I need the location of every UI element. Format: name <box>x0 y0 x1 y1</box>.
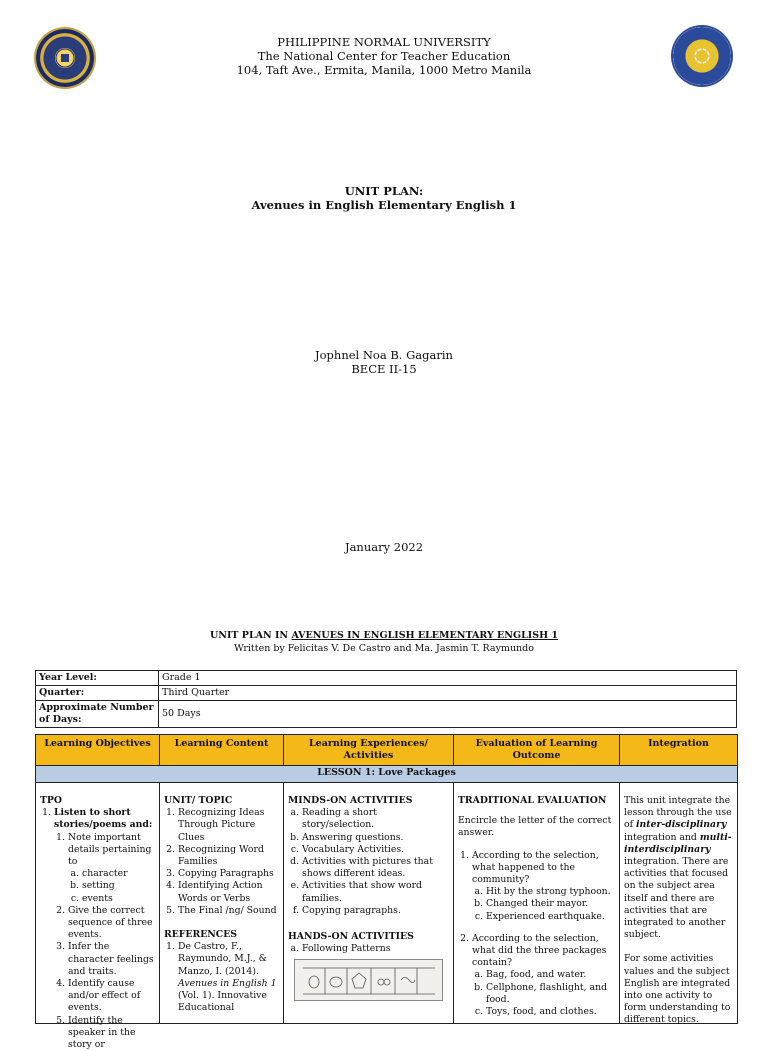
info-table <box>35 670 737 728</box>
question-2 <box>472 933 615 1018</box>
unit-plan-table <box>35 734 738 1051</box>
objective-1-1-b: b. setting <box>82 880 155 892</box>
activity-d: d. Activities with pictures that shows different ideas. <box>302 856 449 880</box>
author-name: Jophnel Noa B. Gagarin <box>315 348 453 362</box>
university-name: PHILIPPINE NORMAL UNIVERSITY <box>277 35 491 49</box>
activity-f: f. Copying paragraphs. <box>302 905 449 917</box>
info-row-year <box>36 671 737 686</box>
reference-authors: De Castro, F., Raymundo, M.J., & Manzo, I. (2014). <box>178 941 267 977</box>
topic-3: 3. Copying Paragraphs <box>178 868 279 880</box>
activity-c: c. Vocabulary Activities. <box>302 844 449 856</box>
plan-heading-prefix: UNIT PLAN IN <box>210 630 292 641</box>
pattern-worksheet-image <box>294 959 443 1001</box>
plan-written-by: Written by Felicitas V. De Castro and Ma. Jasmin T. Raymundo <box>234 643 534 654</box>
objective-1-1-c: c. events <box>82 893 155 905</box>
unit-topic-title: UNIT/ TOPIC <box>164 795 233 806</box>
question-1-option-b: b. Changed their mayor. <box>486 898 615 910</box>
header-evaluation: Evaluation of Learning Outcome <box>454 735 620 766</box>
question-2-option-b: b. Cellphone, flashlight, and food. <box>486 982 615 1006</box>
hands-on-a: a. Following Patterns <box>302 943 449 955</box>
topic-1: 1. Recognizing Ideas Through Picture Clues <box>178 807 279 844</box>
year-value: Grade 1 <box>159 671 737 686</box>
activity-a: a. Reading a short story/selection. <box>302 807 449 831</box>
header-integration: Integration <box>620 735 738 766</box>
header-block <box>0 35 768 77</box>
reference-rest: (Vol. 1). Innovative Educational <box>178 990 267 1014</box>
question-2-text: According to the selection, what did the three packages contain? <box>472 932 607 969</box>
quarter-label: Quarter: <box>36 686 159 701</box>
integration-text-d: multi-interdisciplinary <box>624 831 732 855</box>
hands-on-title: HANDS-ON ACTIVITIES <box>288 931 414 943</box>
objective-1-3: 3. Infer the character feelings and traits. <box>68 941 155 978</box>
university-tagline: The National Center for Teacher Education <box>257 49 511 63</box>
header-learning-experiences: Learning Experiences/ Activities <box>284 735 454 766</box>
tpo-title: TPO <box>40 795 63 806</box>
topic-4: 4. Identifying Action Words or Verbs <box>178 880 279 904</box>
cover-date: January 2022 <box>344 540 424 554</box>
author-section: BECE II-15 <box>351 362 417 376</box>
question-2-option-a: a. Bag, food, and water. <box>486 969 615 981</box>
integration-text-e: integration. There are activities that focused on the subject area itself and there are activities that are integrated to another subject. <box>624 856 729 941</box>
university-address: 104, Taft Ave., Ermita, Manila, 1000 Metro Manila <box>236 63 532 77</box>
activity-e: e. Activities that show word families. <box>302 880 449 904</box>
question-2-option-c: c. Toys, food, and clothes. <box>486 1006 615 1018</box>
objective-1-1-a: a. character <box>82 868 155 880</box>
quarter-value: Third Quarter <box>159 686 737 701</box>
topic-2: 2. Recognizing Word Families <box>178 844 279 868</box>
header-learning-content: Learning Content <box>160 735 284 766</box>
reference-1 <box>178 941 279 1014</box>
evaluation-cell <box>454 783 620 1024</box>
topic-5: 5. The Final /ng/ Sound <box>178 905 279 917</box>
plan-heading-title: AVENUES IN ENGLISH ELEMENTARY ENGLISH 1 <box>291 630 558 641</box>
integration-text-c: integration and <box>624 831 700 843</box>
header-learning-objectives: Learning Objectives <box>36 735 160 766</box>
table-header-row <box>36 735 738 766</box>
content-cell <box>160 783 284 1024</box>
lesson-row <box>36 766 738 783</box>
days-value: 50 Days <box>159 701 737 728</box>
question-1-option-a: a. Hit by the strong typhoon. <box>486 886 615 898</box>
plan-heading <box>0 629 768 642</box>
integration-cell <box>620 783 738 1024</box>
integration-text-b: inter-disciplinary <box>636 819 727 831</box>
info-row-days <box>36 701 737 728</box>
integration-text-a: This unit integrate the lesson through the use of <box>624 795 732 831</box>
integration-paragraph-1 <box>624 795 733 941</box>
traditional-evaluation-title: TRADITIONAL EVALUATION <box>458 795 607 806</box>
objective-1-4: 4. Identify cause and/or effect of events. <box>68 978 155 1015</box>
objectives-cell <box>36 783 160 1051</box>
objective-1-2: 2. Give the correct sequence of three events. <box>68 905 155 942</box>
pattern-sketch <box>295 960 443 1000</box>
question-1-text: According to the selection, what happened to the community? <box>472 849 599 886</box>
cover-title: UNIT PLAN: <box>344 184 424 198</box>
cover-subtitle: Avenues in English Elementary English 1 <box>251 198 517 212</box>
minds-on-title: MINDS-ON ACTIVITIES <box>288 795 413 806</box>
activities-cell <box>284 783 454 1024</box>
year-label: Year Level: <box>36 671 159 686</box>
days-label: Approximate Number of Days: <box>36 701 159 728</box>
author-block <box>0 348 768 376</box>
lesson-body-row <box>36 783 738 1024</box>
cover-title-block <box>0 184 768 212</box>
objective-1: Listen to short stories/poems and: <box>54 807 153 831</box>
info-row-quarter <box>36 686 737 701</box>
activity-b: b. Answering questions. <box>302 832 449 844</box>
question-1-option-c: c. Experienced earthquake. <box>486 911 615 923</box>
lesson-title: LESSON 1: Love Packages <box>36 766 738 783</box>
references-title: REFERENCES <box>164 929 238 941</box>
question-1 <box>472 850 615 923</box>
objective-1-5: 5. Identify the speaker in the story or <box>68 1015 155 1051</box>
integration-paragraph-2: For some activities values and the subject English are integrated into one activity to form understanding to different topics. <box>624 953 731 1026</box>
plan-heading-block <box>0 629 768 655</box>
reference-book: Avenues in English 1 <box>178 977 277 989</box>
objective-1-1: Note important details pertaining to <box>68 831 152 868</box>
evaluation-instruction: Encircle the letter of the correct answer. <box>458 815 612 839</box>
